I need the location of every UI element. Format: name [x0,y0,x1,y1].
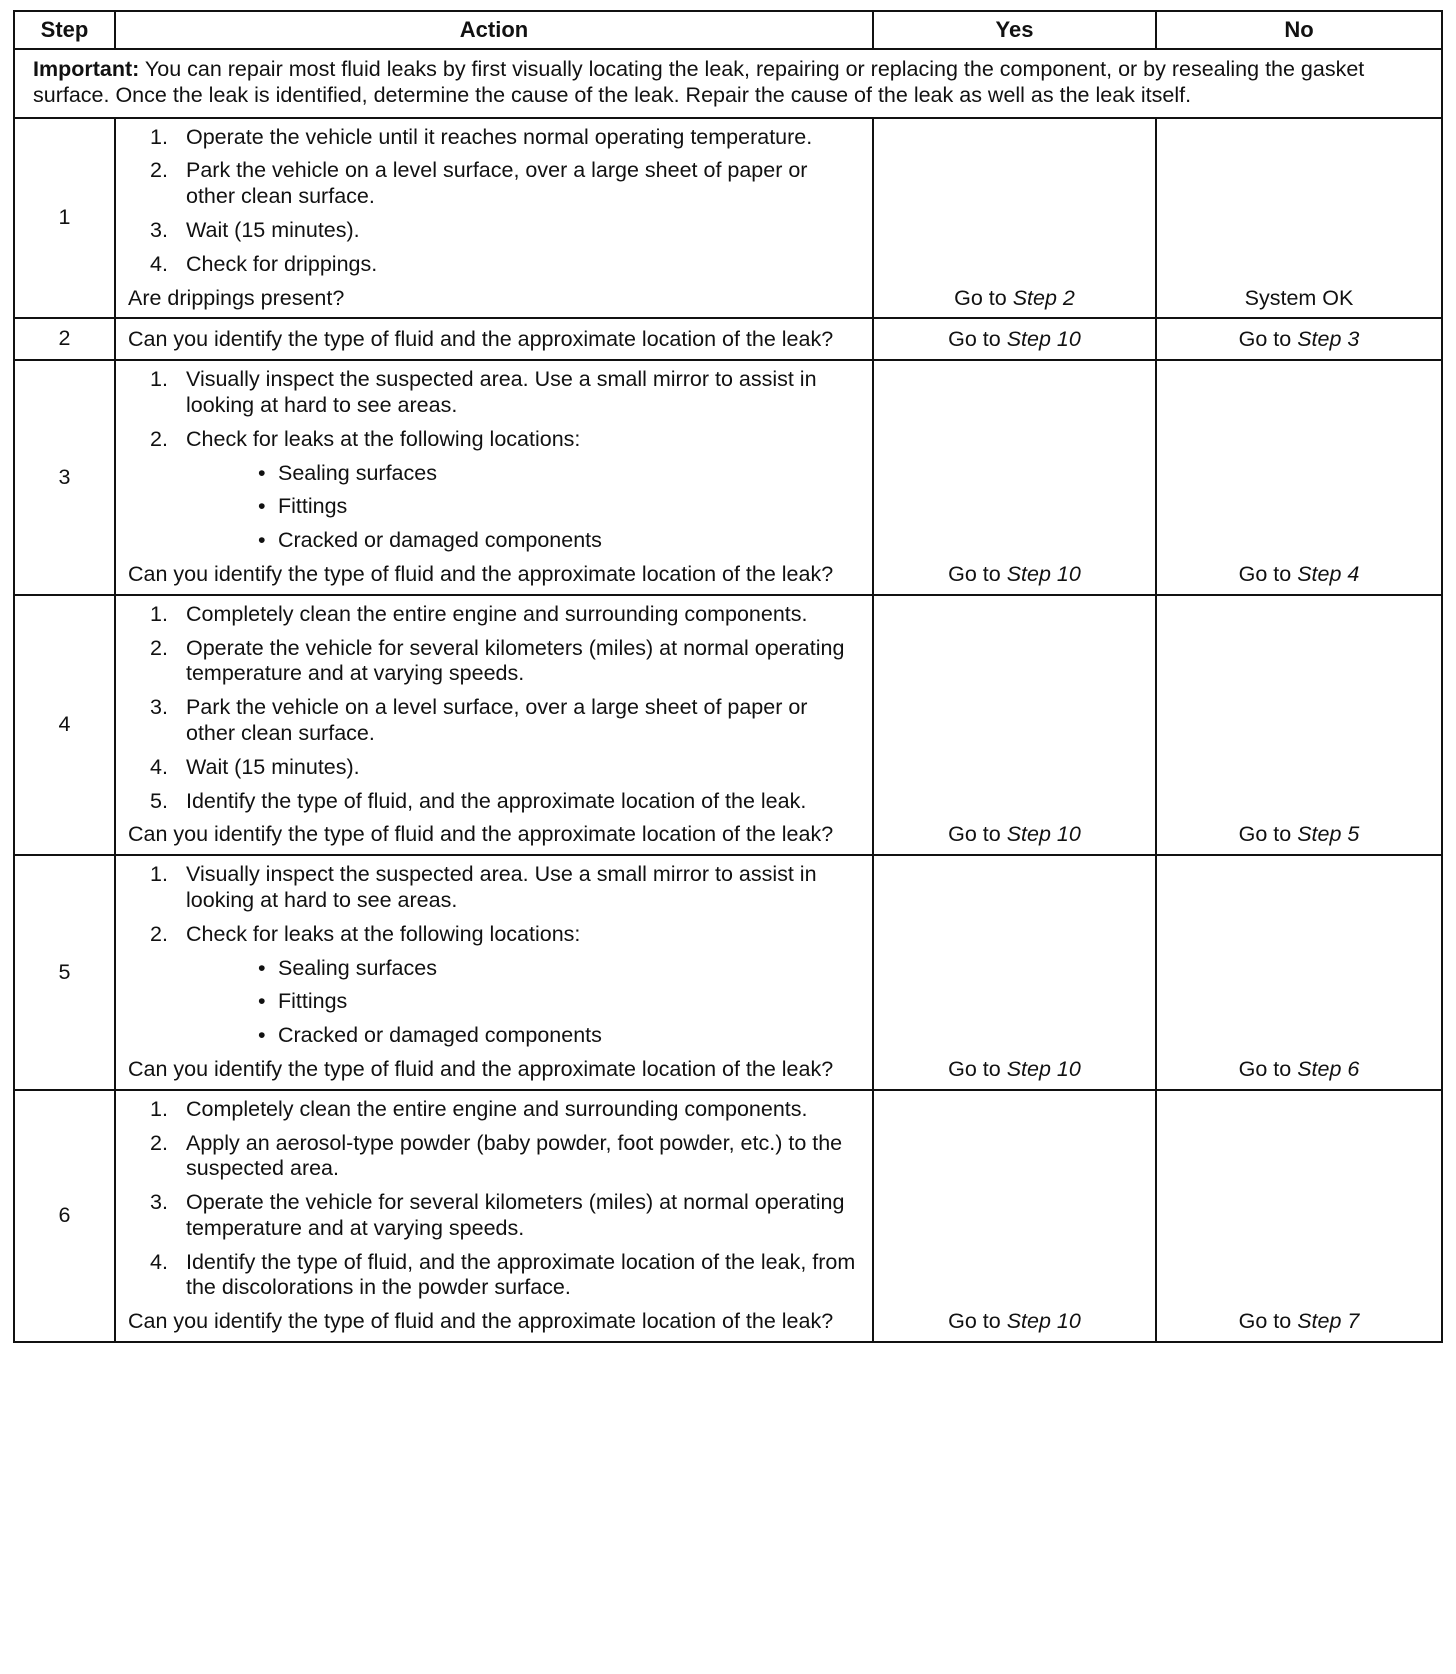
substep-list [128,862,862,1049]
substep-number: 4. [150,754,168,779]
substep-text: Park the vehicle on a level surface, over a large sheet of paper or other clean surface. [186,695,808,745]
substep-text: Operate the vehicle until it reaches normal operating temperature. [186,124,813,149]
location-text: Sealing surfaces [278,460,437,485]
result-yes-prefix: Go to [948,822,1007,847]
location-text: Fittings [278,494,348,519]
step-action [115,318,873,360]
substep-text: Check for leaks at the following locations: [186,426,581,451]
substep-item [128,367,862,419]
substep-number: 1. [150,601,168,626]
substep-item [128,218,862,244]
substep-item [128,158,862,210]
header-no: No [1156,11,1442,49]
result-yes-target: Step 10 [1006,1309,1081,1334]
result-no [1156,1090,1442,1342]
substep-item [128,922,862,1049]
result-no-prefix: Go to [1238,327,1298,352]
substep-item [128,252,862,278]
step-number: 1 [14,118,115,319]
substep-item [128,427,862,554]
substep-number: 4. [150,251,168,276]
step-action [115,855,873,1090]
result-yes [873,1090,1156,1342]
result-yes [873,360,1156,595]
substep-item [128,125,862,151]
important-text: You can repair most fluid leaks by first visually locating the leak, repairing or replacing the component, or by resealing the gasket surface. Once the leak is identified, determine the cause of the leak. Repair the cause of the leak as well as the leak itself. [33,57,1365,107]
substep-number: 1. [150,367,168,392]
result-yes-target: Step 10 [1006,822,1081,847]
substep-text: Completely clean the entire engine and surrounding components. [186,601,808,626]
substep-text: Park the vehicle on a level surface, over a large sheet of paper or other clean surface. [186,158,808,209]
result-no-target: Step 4 [1297,561,1360,586]
substep-text: Identify the type of fluid, and the approximate location of the leak, from the discolorations in the powder surface. [186,1249,856,1300]
substep-number: 2. [150,1130,168,1155]
result-yes-prefix: Go to [948,327,1007,352]
substep-text: Apply an aerosol-type powder (baby powder, foot powder, etc.) to the suspected area. [186,1130,843,1181]
result-no [1156,360,1442,595]
substep-list [128,367,862,554]
substep-number: 2. [150,158,168,183]
substep-number: 2. [150,426,168,451]
step-question: Can you identify the type of fluid and the approximate location of the leak? [128,561,834,586]
location-item [186,494,862,520]
bullet-icon: • [258,460,266,485]
bullet-icon: • [258,955,266,980]
bullet-icon: • [258,989,266,1014]
step-action [115,118,873,319]
result-no-prefix: Go to [1238,561,1298,586]
step-row [14,855,1442,1090]
result-yes-target: Step 10 [1006,561,1081,586]
step-question: Can you identify the type of fluid and the approximate location of the leak? [128,1056,834,1081]
substep-item [128,1131,862,1183]
substep-item [128,1250,862,1302]
substep-item [128,602,862,628]
substep-number: 5. [150,788,168,813]
result-no-target: Step 3 [1297,327,1360,352]
substep-item [128,1097,862,1123]
result-yes-prefix: Go to [954,285,1013,310]
step-action [115,360,873,595]
location-item [186,528,862,554]
substep-number: 2. [150,635,168,660]
step-row [14,318,1442,360]
step-row [14,360,1442,595]
substep-number: 4. [150,1249,168,1274]
substep-number: 2. [150,921,168,946]
substep-number: 1. [150,1096,168,1121]
bullet-icon: • [258,1023,266,1048]
bullet-icon: • [258,528,266,553]
result-yes [873,318,1156,360]
important-note [14,49,1442,118]
substep-number: 1. [150,862,168,887]
substep-item [128,695,862,747]
substep-text: Wait (15 minutes). [186,217,360,242]
result-yes-prefix: Go to [948,1309,1007,1334]
location-item [186,1023,862,1049]
location-item [186,461,862,487]
result-yes-prefix: Go to [948,1056,1007,1081]
header-row [14,11,1442,49]
location-list [186,461,862,554]
result-no [1156,855,1442,1090]
substep-text: Wait (15 minutes). [186,754,360,779]
step-question: Can you identify the type of fluid and the approximate location of the leak? [128,327,834,352]
result-yes-target: Step 10 [1006,1056,1081,1081]
substep-text: Operate the vehicle for several kilometers (miles) at normal operating temperature and at varying speeds. [186,1190,845,1240]
bullet-icon: • [258,494,266,519]
location-text: Cracked or damaged components [278,528,602,553]
result-yes-prefix: Go to [948,561,1007,586]
result-no [1156,595,1442,855]
result-no [1156,318,1442,360]
substep-text: Completely clean the entire engine and surrounding components. [186,1096,808,1121]
result-yes [873,855,1156,1090]
result-yes-target: Step 2 [1012,285,1075,310]
substep-item [128,789,862,815]
location-text: Cracked or damaged components [278,1023,602,1048]
step-number: 5 [14,855,115,1090]
header-yes: Yes [873,11,1156,49]
substep-item [128,862,862,914]
step-row [14,118,1442,319]
location-text: Sealing surfaces [278,955,437,980]
result-no-prefix: System OK [1244,285,1354,310]
result-yes [873,595,1156,855]
location-item [186,956,862,982]
substep-list [128,1097,862,1302]
step-action [115,595,873,855]
step-number: 4 [14,595,115,855]
substep-text: Check for leaks at the following locations: [186,921,581,946]
step-number: 3 [14,360,115,595]
substep-number: 3. [150,217,168,242]
substep-number: 1. [150,124,168,149]
step-row [14,1090,1442,1342]
step-question: Can you identify the type of fluid and the approximate location of the leak? [128,1309,834,1334]
substep-item [128,636,862,688]
result-yes [873,118,1156,319]
substep-number: 3. [150,1190,168,1215]
result-no-prefix: Go to [1238,822,1298,847]
substep-number: 3. [150,695,168,720]
result-no-target: Step 7 [1297,1309,1360,1334]
step-action [115,1090,873,1342]
substep-item [128,1190,862,1242]
important-label: Important: [33,57,140,81]
header-action: Action [115,11,873,49]
result-no-target: Step 5 [1297,822,1360,847]
substep-text: Visually inspect the suspected area. Use a small mirror to assist in looking at hard to see areas. [186,862,817,912]
step-question: Can you identify the type of fluid and the approximate location of the leak? [128,822,834,847]
header-step: Step [14,11,115,49]
important-note-row [14,49,1442,118]
step-number: 2 [14,318,115,360]
substep-item [128,755,862,781]
result-no [1156,118,1442,319]
step-number: 6 [14,1090,115,1342]
substep-text: Visually inspect the suspected area. Use a small mirror to assist in looking at hard to see areas. [186,367,817,417]
step-question: Are drippings present? [128,285,345,310]
step-row [14,595,1442,855]
location-item [186,989,862,1015]
location-list [186,956,862,1049]
substep-list [128,125,862,278]
substep-text: Operate the vehicle for several kilometers (miles) at normal operating temperature and at varying speeds. [186,635,845,686]
substep-text: Check for drippings. [186,251,378,276]
location-text: Fittings [278,989,348,1014]
result-no-prefix: Go to [1238,1309,1298,1334]
substep-text: Identify the type of fluid, and the approximate location of the leak. [186,788,807,813]
result-no-prefix: Go to [1238,1056,1298,1081]
result-no-target: Step 6 [1297,1056,1360,1081]
substep-list [128,602,862,815]
result-yes-target: Step 10 [1006,327,1081,352]
diagnostic-table [13,10,1443,1343]
